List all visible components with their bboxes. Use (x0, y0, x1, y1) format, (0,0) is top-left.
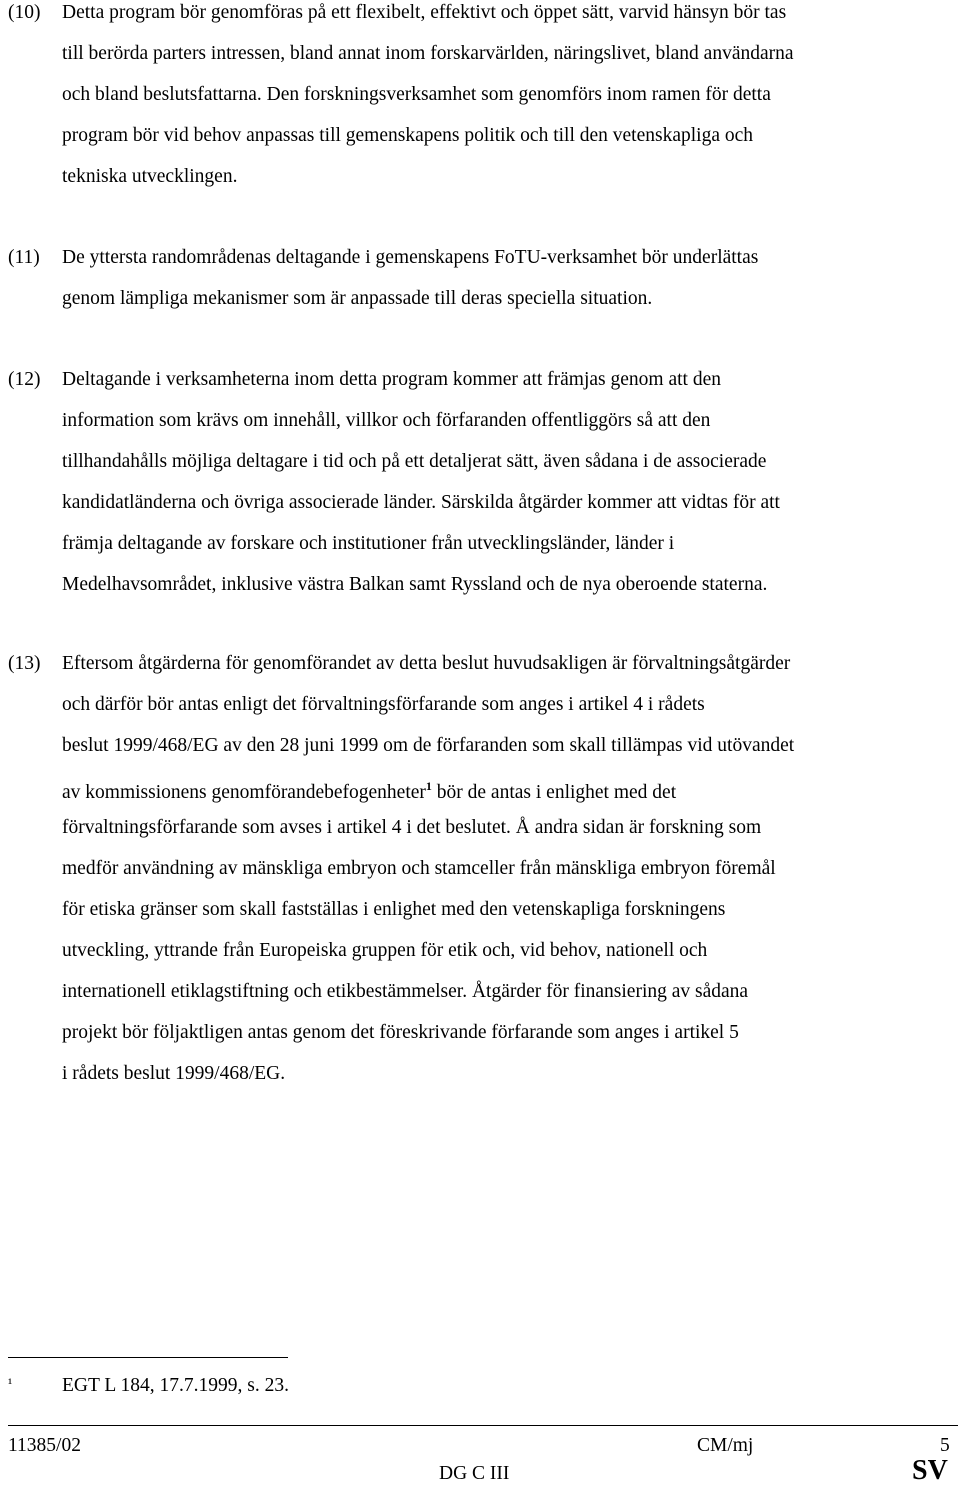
paragraph-number: (12) (8, 369, 41, 390)
paragraph-line: information som krävs om innehåll, villkor och förfaranden offentliggörs så att den (62, 410, 711, 431)
paragraph-line: främja deltagande av forskare och institutioner från utvecklingsländer, länder i (62, 533, 675, 554)
paragraph-line: Medelhavsområdet, inklusive västra Balkan samt Ryssland och de nya oberoende staterna. (62, 574, 768, 595)
footnote-mark: ¹ (8, 1377, 13, 1392)
paragraph-line: för etiska gränser som skall fastställas i enlighet med den vetenskapliga forskningens (62, 899, 726, 920)
language-code: SV (912, 1455, 948, 1486)
paragraph-line: förvaltningsförfarande som avses i artikel 4 i det beslutet. Å andra sidan är forskning som (62, 817, 762, 838)
paragraph-line: utveckling, yttrande från Europeiska gruppen för etik och, vid behov, nationell och (62, 940, 708, 961)
document-reference: 11385/02 (8, 1435, 81, 1456)
paragraph-line-end: bör de antas i enlighet med det (431, 782, 677, 803)
paragraph-line-with-footnote (62, 766, 676, 807)
paragraph-line: i rådets beslut 1999/468/EG. (62, 1063, 286, 1084)
paragraph-line: projekt bör följaktligen antas genom det föreskrivande förfarande som anges i artikel 5 (62, 1022, 739, 1043)
footer-separator (8, 1425, 958, 1426)
paragraph-line: kandidatländerna och övriga associerade länder. Särskilda åtgärder kommer att vidtas för att (62, 492, 780, 513)
author-initials: CM/mj (697, 1435, 754, 1456)
paragraph-line: Deltagande i verksamheterna inom detta program kommer att främjas genom att den (62, 369, 721, 390)
paragraph-number: (13) (8, 653, 41, 674)
footnote-text: EGT L 184, 17.7.1999, s. 23. (62, 1375, 289, 1396)
paragraph-number: (10) (8, 2, 41, 23)
directorate-code: DG C III (439, 1463, 510, 1484)
paragraph-line: beslut 1999/468/EG av den 28 juni 1999 om de förfaranden som skall tillämpas vid utövandet (62, 735, 795, 756)
paragraph-number: (11) (8, 247, 40, 268)
paragraph-line: Eftersom åtgärderna för genomförandet av detta beslut huvudsakligen är förvaltningsåtgärder (62, 653, 791, 674)
paragraph-line: och bland beslutsfattarna. Den forskningsverksamhet som genomförs inom ramen för detta (62, 84, 771, 105)
paragraph-line-start: av kommissionens genomförandebefogenheter (62, 782, 426, 803)
footnote-reference[interactable]: 1 (425, 779, 432, 793)
paragraph-line: till berörda parters intressen, bland annat inom forskarvärlden, näringslivet, bland användarna (62, 43, 794, 64)
paragraph-line: och därför bör antas enligt det förvaltningsförfarande som anges i artikel 4 i rådets (62, 694, 705, 715)
paragraph-line: tekniska utvecklingen. (62, 166, 238, 187)
paragraph-line: genom lämpliga mekanismer som är anpassade till deras speciella situation. (62, 288, 653, 309)
paragraph-line: medför användning av mänskliga embryon och stamceller från mänskliga embryon föremål (62, 858, 776, 879)
paragraph-line: Detta program bör genomföras på ett flexibelt, effektivt och öppet sätt, varvid hänsyn bör tas (62, 2, 787, 23)
paragraph-line: De yttersta randområdenas deltagande i gemenskapens FoTU-verksamhet bör underlättas (62, 247, 759, 268)
page-number: 5 (940, 1435, 950, 1456)
paragraph-line: internationell etiklagstiftning och etikbestämmelser. Åtgärder för finansiering av sådana (62, 981, 749, 1002)
paragraph-line: program bör vid behov anpassas till gemenskapens politik och till den vetenskapliga och (62, 125, 754, 146)
paragraph-line: tillhandahålls möjliga deltagare i tid och på ett detaljerat sätt, även sådana i de associerade (62, 451, 767, 472)
footnote-separator (8, 1357, 288, 1358)
